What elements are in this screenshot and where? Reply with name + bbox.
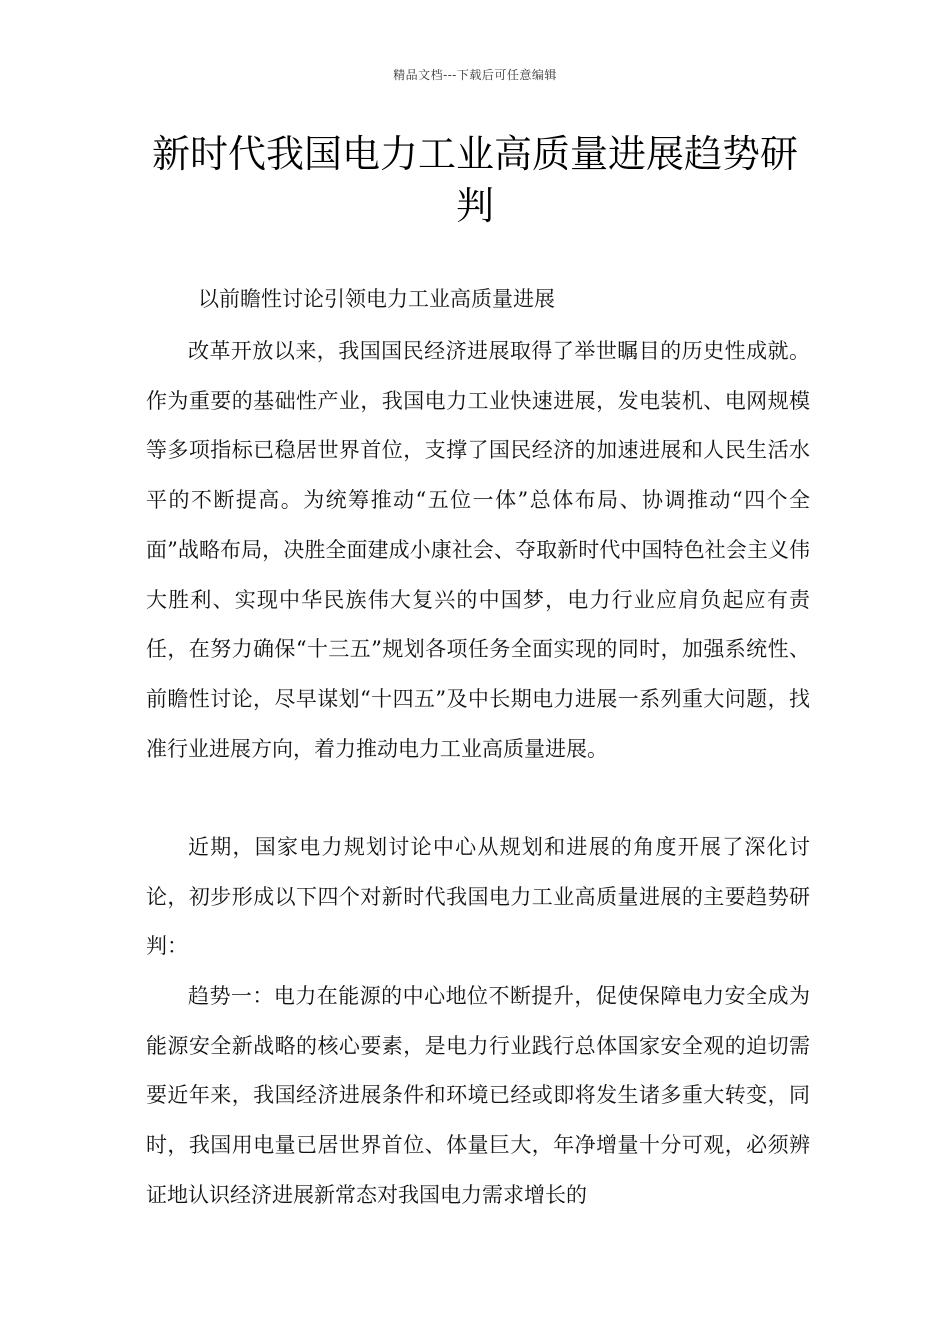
document-subtitle: 以前瞻性讨论引领电力工业高质量进展 [198, 287, 555, 311]
document-title: 新时代我国电力工业高质量进展趋势研判 [151, 132, 798, 228]
paragraph-1: 改革开放以来，我国国民经济进展取得了举世瞩目的历史性成就。作为重要的基础性产业，我国电力工业快速进展，发电装机、电网规模等多项指标已稳居世界首位，支撑了国民经济的加速进展和人民生活水平的不断提高。为统筹推动“五位一体”总体布局、协调推动“四个全面”战略布局，决胜全面建成小康社会、夺取新时代中国特色社会主义伟大胜利、实现中华民族伟大复兴的中国梦，电力行业应肩负起应有责任，在努力确保“十三五”规划各项任务全面实现的同时，加强系统性、前瞻性讨论，尽早谋划“十四五”及中长期电力进展一系列重大问题，找准行业进展方向，着力推动电力工业高质量进展。 [146, 339, 810, 761]
header-note: 精品文档---下载后可任意编辑 [393, 68, 557, 82]
paragraph-3: 趋势一：电力在能源的中心地位不断提升，促使保障电力安全成为能源安全新战略的核心要素，是电力行业践行总体国家安全观的迫切需要近年来，我国经济进展条件和环境已经或即将发生诸多重大转变，同时，我国用电量已居世界首位、体量巨大，年净增量十分可观，必须辨证地认识经济进展新常态对我国电力需求增长的 [146, 984, 810, 1207]
paragraph-2: 近期，国家电力规划讨论中心从规划和进展的角度开展了深化讨论，初步形成以下四个对新时代我国电力工业高质量进展的主要趋势研判： [146, 835, 810, 959]
